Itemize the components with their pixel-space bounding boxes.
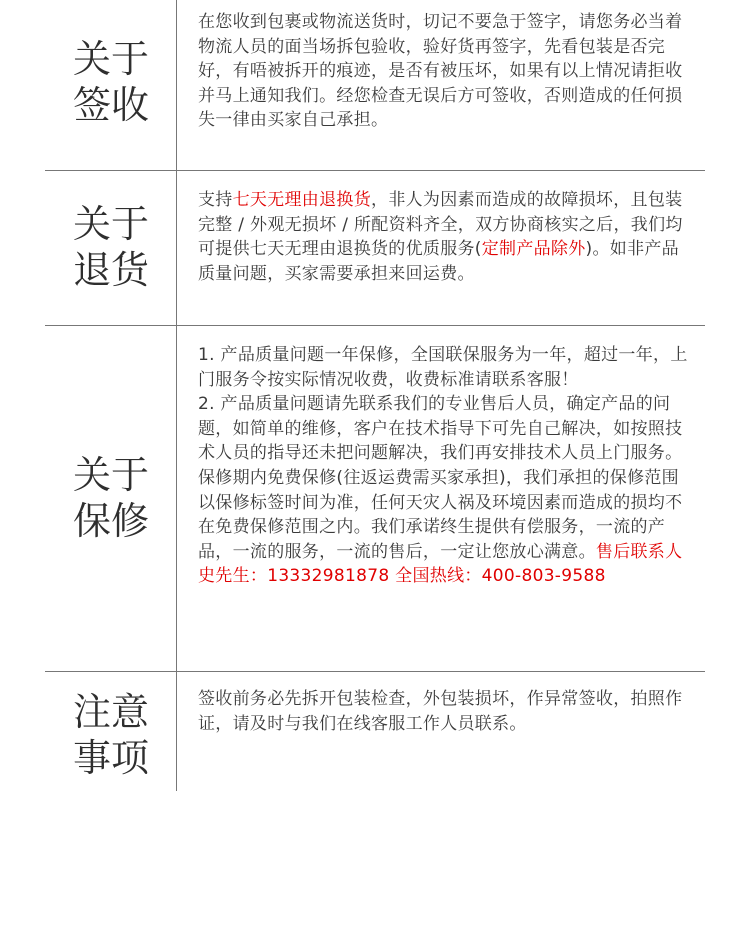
section-body: 签收前务必先拆开包装检查，外包装损坏，作异常签收，拍照作证，请及时与我们在线客服工作人员联系。 (198, 689, 683, 734)
body-text: )。如非产品质量问题，买家需要承担来回运费。 (198, 239, 679, 284)
section-returns (0, 171, 750, 325)
title-line: 关于 (72, 202, 149, 246)
section-title (52, 452, 170, 544)
section-warranty (0, 326, 750, 671)
contact-info: 售后联系人史先生：13332981878 全国热线：400-803-9588 (198, 541, 683, 587)
title-line: 注意 (72, 690, 149, 734)
section-body: 在您收到包裹或物流送货时，切记不要急于签字，请您务必当着物流人员的面当场拆包验收，验好货再签字，先看包装是否完好，有唔被拆开的痕迹，是否有被压坏，如果有以上情况请拒收并马上通知我们。经您检查无误后方可签收，否则造成的任何损失一律由买家自己承担。 (198, 12, 683, 131)
body-text: 2. 产品质量问题请先联系我们的专业售后人员，确定产品的问题，如简单的维修，客户在技术指导下可先自己解决，如按照技术人员的指导还未把问题解决，我们再安排技术人员上门服务。保修期内免费保修(往返运费需买家承担)，我们承担的保修范围以保修标签时间为准，任何天灾人祸及环境因素而造成的损均不在免费保修范围之内。我们承诺终生提供有偿服务，一流的产品，一流的服务，一流的售后，一定让您放心满意。 (198, 394, 683, 562)
section-title (52, 689, 170, 781)
highlight-text: 七天无理由退换货 (232, 190, 372, 210)
section-notes (0, 672, 750, 791)
warranty-item-1: 1. 产品质量问题一年保修，全国联保服务为一年，超过一年，上门服务令按实际情况收费，收费标准请联系客服！ (198, 345, 688, 390)
section-title (52, 36, 170, 128)
body-text: 支持 (198, 190, 233, 210)
section-sign-receipt (0, 0, 750, 170)
title-line: 关于 (72, 37, 149, 81)
highlight-text: 定制产品除外 (481, 239, 586, 260)
section-title (52, 201, 170, 293)
body-text: ，非人为因素而造成的故障损坏，且包装完整 / 外观无损坏 / 所配资料齐全，双方协商核实之后，我们均可提供七天无理由退换货的优质服务( (198, 190, 683, 260)
title-line: 签收 (72, 83, 149, 127)
title-line: 事项 (72, 736, 149, 780)
title-line: 退货 (72, 248, 149, 292)
warranty-item-2 (198, 392, 688, 589)
title-line: 关于 (72, 453, 149, 497)
section-body (198, 343, 688, 589)
section-body (198, 188, 688, 286)
title-line: 保修 (72, 499, 149, 543)
